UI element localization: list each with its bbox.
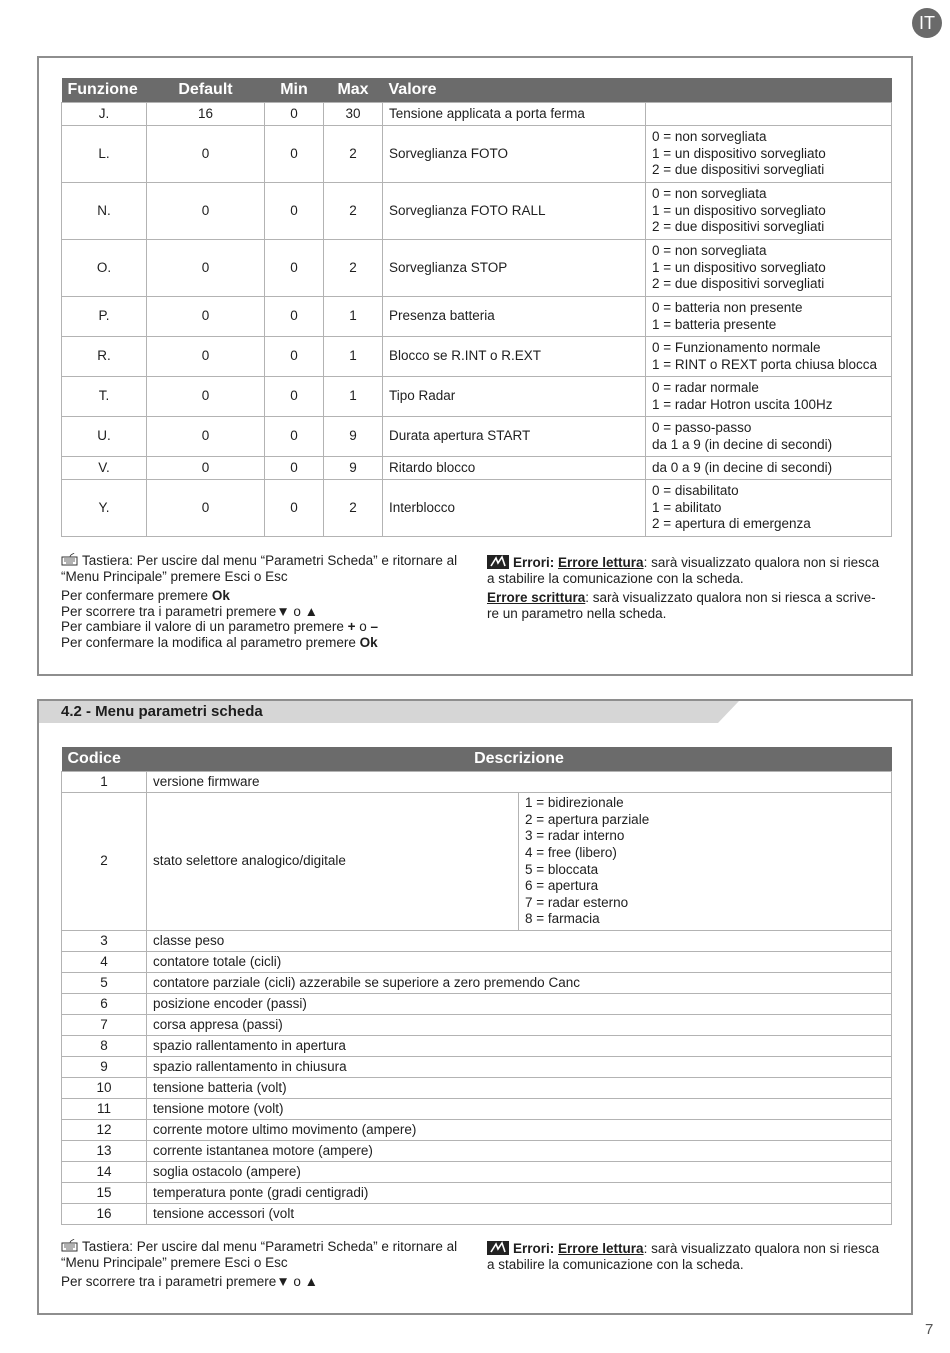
function-code: L. bbox=[62, 126, 147, 183]
function-max: 2 bbox=[324, 480, 383, 537]
parameter-description: stato selettore analogico/digitale bbox=[147, 793, 519, 931]
value-option: 1 = un dispositivo sorvegliato bbox=[652, 202, 826, 218]
function-values bbox=[646, 183, 892, 240]
parameter-code: 3 bbox=[62, 931, 147, 952]
function-row bbox=[62, 480, 892, 537]
modify-text: Per confermare la modifica al parametro premere bbox=[61, 634, 360, 650]
value-option: 1 = batteria presente bbox=[652, 316, 777, 332]
keyboard-note-line1: Tastiera: Per uscire dal menu “Parametri Scheda” e ritornare al bbox=[82, 1239, 458, 1254]
function-values bbox=[646, 377, 892, 417]
keyboard-icon bbox=[61, 1239, 78, 1252]
function-min: 0 bbox=[265, 240, 324, 297]
function-description: Blocco se R.INT o R.EXT bbox=[383, 337, 646, 377]
plus-key: + bbox=[347, 619, 356, 634]
function-default: 0 bbox=[147, 417, 265, 457]
read-error-text-2: a stabilire la comunicazione con la scheda. bbox=[487, 1256, 744, 1272]
keyboard-note-line2: “Menu Principale” premere Esci o Esc bbox=[61, 1254, 288, 1270]
function-values bbox=[646, 126, 892, 183]
parameter-code: 1 bbox=[62, 772, 147, 793]
value-option: 1 = RINT o REXT porta chiusa blocca bbox=[652, 356, 877, 372]
function-min: 0 bbox=[265, 457, 324, 480]
parameter-row bbox=[62, 1099, 892, 1120]
parameter-description: soglia ostacolo (ampere) bbox=[147, 1162, 892, 1183]
parameter-row bbox=[62, 1162, 892, 1183]
parameter-code: 12 bbox=[62, 1120, 147, 1141]
function-default: 0 bbox=[147, 337, 265, 377]
value-option: 0 = radar normale bbox=[652, 379, 759, 395]
read-error-text-2: a stabilire la comunicazione con la scheda. bbox=[487, 570, 744, 586]
value-option: 0 = batteria non presente bbox=[652, 299, 803, 315]
keyboard-icon bbox=[61, 553, 78, 566]
header-descrizione: Descrizione bbox=[147, 747, 892, 772]
error-icon bbox=[487, 555, 509, 569]
function-min: 0 bbox=[265, 377, 324, 417]
minus-key: – bbox=[370, 619, 379, 634]
language-badge: IT bbox=[912, 8, 942, 38]
function-code: V. bbox=[62, 457, 147, 480]
keyboard-note-line1: Tastiera: Per uscire dal menu “Parametri Scheda” e ritornare al bbox=[82, 553, 458, 568]
parameter-description: tensione accessori (volt bbox=[147, 1204, 892, 1225]
confirm-key: Ok bbox=[211, 588, 230, 603]
scroll-text: Per scorrere tra i parametri premere▼ o ▲ bbox=[61, 1274, 319, 1289]
function-row bbox=[62, 337, 892, 377]
function-default: 0 bbox=[147, 457, 265, 480]
value-option: 8 = farmacia bbox=[525, 911, 600, 927]
function-row bbox=[62, 183, 892, 240]
function-min: 0 bbox=[265, 103, 324, 126]
function-row bbox=[62, 240, 892, 297]
value-option: 1 = un dispositivo sorvegliato bbox=[652, 145, 826, 161]
function-description: Interblocco bbox=[383, 480, 646, 537]
function-values bbox=[646, 297, 892, 337]
keyboard-notes bbox=[61, 553, 481, 650]
value-option: 1 = radar Hotron uscita 100Hz bbox=[652, 396, 833, 412]
function-default: 0 bbox=[147, 480, 265, 537]
parameter-row bbox=[62, 793, 892, 931]
function-row bbox=[62, 417, 892, 457]
header-max: Max bbox=[324, 78, 383, 103]
change-text: Per cambiare il valore di un parametro premere bbox=[61, 619, 348, 634]
parameter-row bbox=[62, 1120, 892, 1141]
function-default: 16 bbox=[147, 103, 265, 126]
function-code: O. bbox=[62, 240, 147, 297]
change-or: o bbox=[355, 619, 371, 634]
header-codice: Codice bbox=[62, 747, 147, 772]
parameter-code: 13 bbox=[62, 1141, 147, 1162]
parameter-code: 6 bbox=[62, 994, 147, 1015]
read-error-text: : sarà visualizzato qualora non si riesca bbox=[643, 1241, 880, 1256]
function-values bbox=[646, 103, 892, 126]
function-code: J. bbox=[62, 103, 147, 126]
parameter-row bbox=[62, 973, 892, 994]
function-row bbox=[62, 126, 892, 183]
parameter-row bbox=[62, 772, 892, 793]
function-table bbox=[61, 78, 892, 537]
function-max: 1 bbox=[324, 377, 383, 417]
value-option: 1 = abilitato bbox=[652, 499, 722, 515]
parameter-code: 14 bbox=[62, 1162, 147, 1183]
parameter-code: 9 bbox=[62, 1057, 147, 1078]
function-code: T. bbox=[62, 377, 147, 417]
value-option: 0 = non sorvegliata bbox=[652, 243, 767, 259]
function-description: Ritardo blocco bbox=[383, 457, 646, 480]
function-code: Y. bbox=[62, 480, 147, 537]
function-parameters-box bbox=[37, 56, 913, 676]
confirm-text: Per confermare premere bbox=[61, 588, 212, 603]
function-min: 0 bbox=[265, 183, 324, 240]
function-min: 0 bbox=[265, 297, 324, 337]
value-option: 0 = non sorvegliata bbox=[652, 186, 767, 202]
function-values bbox=[646, 240, 892, 297]
value-option: da 0 a 9 (in decine di secondi) bbox=[652, 459, 833, 475]
errors-label: Errori: bbox=[513, 555, 555, 570]
value-option: 3 = radar interno bbox=[525, 828, 625, 844]
function-code: R. bbox=[62, 337, 147, 377]
function-values bbox=[646, 457, 892, 480]
function-max: 9 bbox=[324, 417, 383, 457]
write-error-text-2: re un parametro nella scheda. bbox=[487, 605, 667, 621]
parameter-description: tensione batteria (volt) bbox=[147, 1078, 892, 1099]
header-min: Min bbox=[265, 78, 324, 103]
function-description: Durata apertura START bbox=[383, 417, 646, 457]
function-row bbox=[62, 103, 892, 126]
parameter-table-header bbox=[62, 747, 892, 772]
function-min: 0 bbox=[265, 337, 324, 377]
parameter-code: 4 bbox=[62, 952, 147, 973]
parameter-row bbox=[62, 952, 892, 973]
parameter-row bbox=[62, 1015, 892, 1036]
function-description: Presenza batteria bbox=[383, 297, 646, 337]
write-error-text: : sarà visualizzato qualora non si riesca a scrive- bbox=[585, 590, 876, 605]
parameter-code: 7 bbox=[62, 1015, 147, 1036]
function-description: Tensione applicata a porta ferma bbox=[383, 103, 646, 126]
parameter-row bbox=[62, 931, 892, 952]
section-title: 4.2 - Menu parametri scheda bbox=[61, 703, 263, 720]
parameter-description: corrente motore ultimo movimento (ampere) bbox=[147, 1120, 892, 1141]
function-default: 0 bbox=[147, 126, 265, 183]
value-option: da 1 a 9 (in decine di secondi) bbox=[652, 436, 833, 452]
value-option: 2 = due dispositivi sorvegliati bbox=[652, 219, 825, 235]
function-max: 1 bbox=[324, 337, 383, 377]
keyboard-note-line2: “Menu Principale” premere Esci o Esc bbox=[61, 568, 288, 584]
error-icon bbox=[487, 1241, 509, 1255]
parameter-row bbox=[62, 1036, 892, 1057]
parameter-description: tensione motore (volt) bbox=[147, 1099, 892, 1120]
function-values bbox=[646, 337, 892, 377]
function-description: Sorveglianza FOTO RALL bbox=[383, 183, 646, 240]
parameter-description: spazio rallentamento in apertura bbox=[147, 1036, 892, 1057]
value-option: 0 = passo-passo bbox=[652, 419, 752, 435]
value-option: 7 = radar esterno bbox=[525, 894, 629, 910]
parameter-description: corrente istantanea motore (ampere) bbox=[147, 1141, 892, 1162]
error-notes-2 bbox=[487, 1241, 897, 1272]
header-default: Default bbox=[147, 78, 265, 103]
function-description: Tipo Radar bbox=[383, 377, 646, 417]
parameter-description: corsa appresa (passi) bbox=[147, 1015, 892, 1036]
function-min: 0 bbox=[265, 126, 324, 183]
keyboard-notes-2 bbox=[61, 1239, 481, 1290]
function-row bbox=[62, 377, 892, 417]
parameter-description: versione firmware bbox=[147, 772, 892, 793]
parameter-row bbox=[62, 1183, 892, 1204]
errors-label: Errori: bbox=[513, 1241, 555, 1256]
parameter-row bbox=[62, 1078, 892, 1099]
function-row bbox=[62, 297, 892, 337]
value-option: 4 = free (libero) bbox=[525, 844, 617, 860]
function-code: N. bbox=[62, 183, 147, 240]
value-option: 5 = bloccata bbox=[525, 861, 599, 877]
value-option: 2 = due dispositivi sorvegliati bbox=[652, 162, 825, 178]
function-description: Sorveglianza FOTO bbox=[383, 126, 646, 183]
parameter-description: spazio rallentamento in chiusura bbox=[147, 1057, 892, 1078]
function-values bbox=[646, 480, 892, 537]
value-option: 2 = apertura parziale bbox=[525, 811, 650, 827]
function-min: 0 bbox=[265, 417, 324, 457]
function-values bbox=[646, 417, 892, 457]
page-number: 7 bbox=[925, 1321, 934, 1338]
error-notes bbox=[487, 555, 897, 621]
parameter-row bbox=[62, 1204, 892, 1225]
parameter-code: 15 bbox=[62, 1183, 147, 1204]
parameter-description: posizione encoder (passi) bbox=[147, 994, 892, 1015]
value-option: 2 = due dispositivi sorvegliati bbox=[652, 276, 825, 292]
value-option: 6 = apertura bbox=[525, 878, 599, 894]
value-option: 1 = bidirezionale bbox=[525, 795, 624, 811]
write-error-label: Errore scrittura bbox=[487, 590, 586, 605]
function-max: 2 bbox=[324, 183, 383, 240]
function-table-header bbox=[62, 78, 892, 103]
parameter-description: classe peso bbox=[147, 931, 892, 952]
function-min: 0 bbox=[265, 480, 324, 537]
function-default: 0 bbox=[147, 297, 265, 337]
read-error-text: : sarà visualizzato qualora non si riesca bbox=[643, 555, 880, 570]
parameter-code: 5 bbox=[62, 973, 147, 994]
function-code: U. bbox=[62, 417, 147, 457]
value-option: 2 = apertura di emergenza bbox=[652, 516, 811, 532]
board-parameters-box bbox=[37, 699, 913, 1315]
function-default: 0 bbox=[147, 240, 265, 297]
function-max: 2 bbox=[324, 126, 383, 183]
function-max: 9 bbox=[324, 457, 383, 480]
scroll-text: Per scorrere tra i parametri premere▼ o ▲ bbox=[61, 603, 319, 619]
read-error-label: Errore lettura bbox=[558, 1241, 644, 1256]
parameter-description: temperatura ponte (gradi centigradi) bbox=[147, 1183, 892, 1204]
modify-key: Ok bbox=[359, 634, 378, 650]
function-row bbox=[62, 457, 892, 480]
parameter-code: 11 bbox=[62, 1099, 147, 1120]
parameter-code: 2 bbox=[62, 793, 147, 931]
function-max: 1 bbox=[324, 297, 383, 337]
function-default: 0 bbox=[147, 377, 265, 417]
value-option: 0 = disabilitato bbox=[652, 483, 739, 499]
parameter-description: contatore parziale (cicli) azzerabile se superiore a zero premendo Canc bbox=[147, 973, 892, 994]
value-option: 1 = un dispositivo sorvegliato bbox=[652, 259, 826, 275]
parameter-row bbox=[62, 1141, 892, 1162]
function-description: Sorveglianza STOP bbox=[383, 240, 646, 297]
read-error-label: Errore lettura bbox=[558, 555, 644, 570]
value-option: 0 = Funzionamento normale bbox=[652, 339, 821, 355]
parameter-description: contatore totale (cicli) bbox=[147, 952, 892, 973]
header-valore: Valore bbox=[383, 78, 892, 103]
function-max: 2 bbox=[324, 240, 383, 297]
function-code: P. bbox=[62, 297, 147, 337]
parameter-table bbox=[61, 747, 892, 1225]
parameter-code: 8 bbox=[62, 1036, 147, 1057]
parameter-code: 16 bbox=[62, 1204, 147, 1225]
parameter-row bbox=[62, 994, 892, 1015]
function-max: 30 bbox=[324, 103, 383, 126]
parameter-values bbox=[519, 793, 892, 931]
parameter-row bbox=[62, 1057, 892, 1078]
value-option: 0 = non sorvegliata bbox=[652, 129, 767, 145]
function-default: 0 bbox=[147, 183, 265, 240]
parameter-code: 10 bbox=[62, 1078, 147, 1099]
header-funzione: Funzione bbox=[62, 78, 147, 103]
